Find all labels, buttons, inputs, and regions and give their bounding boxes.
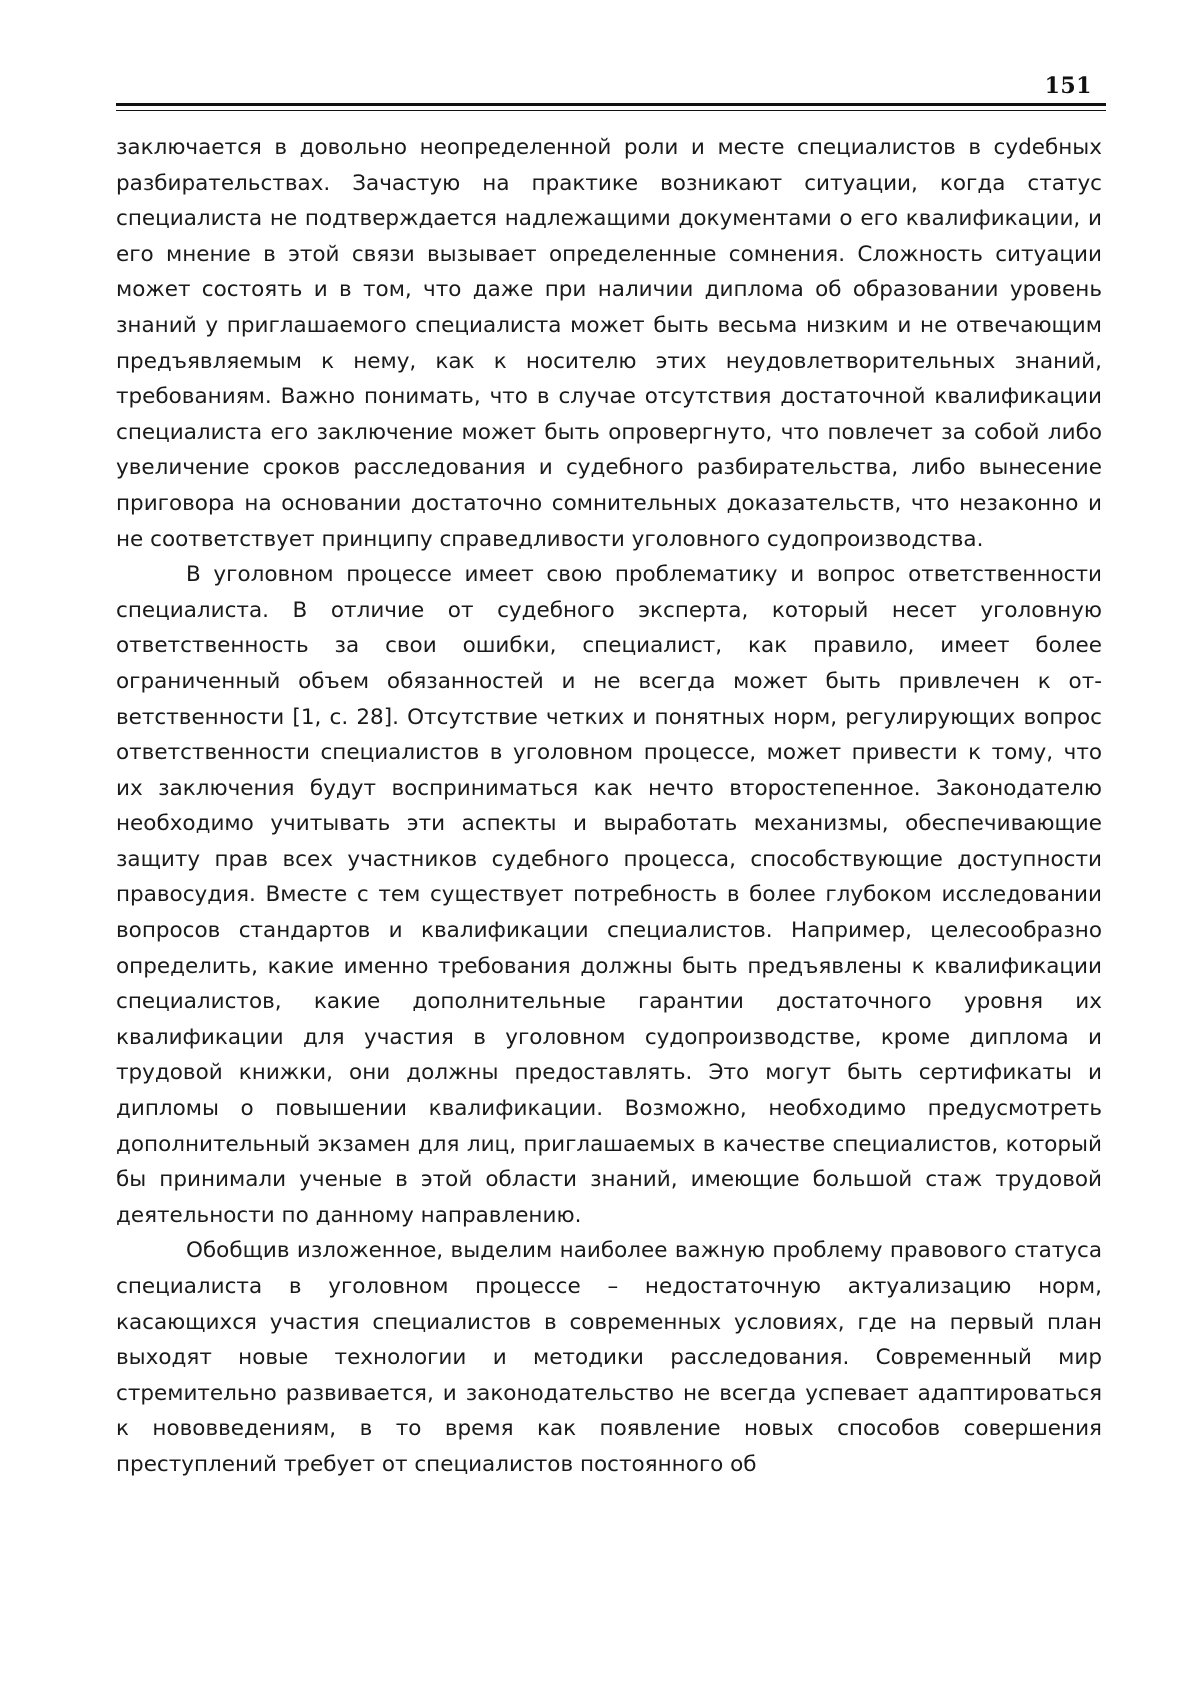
paragraph-summary: Обобщив изложенное, выделим наиболее важную проблему правового статуса специалиста в уголовном процессе – недостаточную актуализацию норм, касающихся участия специалистов в современных условиях, где на первый план выходят новые технологии и методики расследования. Современный мир стремительно развивается, и законодательство не всегда успевает адаптироваться к нововведениям, в то время как появление новых способов совершения преступлений требует от специалистов постоянного об [116,1238,1102,1477]
header-rule [116,103,1106,106]
paragraph-continuation: заключается в довольно неопределенной роли и месте специалистов в суdебных разбирательствах. Зачастую на практике возникают ситуации, когда статус специалиста не подтверждается надлежащими документами о его квалификации, и его мнение в этой связи вызывает определенные сомнения. Сложность ситуации может состоять и в том, что даже при наличии диплома об образовании уровень знаний у приглашаемого специалиста может быть весьма низким и не отвечающим предъявляемым к нему, как к носителю этих неудовлетворительных знаний, требованиям. Важно понимать, что в случае отсутствия достаточной квалификации специалиста его заключение может быть опровергнуто, что повлечет за собой либо увеличение сроков расследования и судебного разбирательства, либо вынесение приговора на основании достаточно сомнительных доказательств, что незаконно и не соответствует принципу справедливости уголовного судопроизводства. [116,135,1102,552]
header-rule-thin [116,110,1106,111]
page-number: 151 [1044,73,1092,99]
paragraph-specialist-responsibility: В уголовном процессе имеет свою проблематику и вопрос ответственности специалиста. В отличие от судебного эксперта, который несет уголовную ответственность за свои ошибки, специалист, как правило, имеет более ограниченный объем обязанностей и не всегда может быть привлечен к ответственности [1, с. 28]. Отсутствие четких и понятных норм, регулирующих вопрос ответственности специалистов в уголовном процессе, может привести к тому, что их заключения будут восприниматься как нечто второстепенное. Законодателю необходимо учитывать эти аспекты и выработать механизмы, обеспечивающие защиту прав всех участников судебного процесса, способствующие доступности правосудия. Вместе с тем существует потребность в более глубоком исследовании вопросов стандартов и квалификации специалистов. Например, целесообразно определить, какие именно требования должны быть предъявлены к квалификации специалистов, какие дополнительные гарантии достаточного уровня их квалификации для участия в уголовном судопроизводстве, кроме диплома и трудовой книжки, они должны предоставлять. Это могут быть сертификаты и дипломы о повышении квалификации. Возможно, необходимо предусмотреть дополнительный экзамен для лиц, приглашаемых в качестве специалистов, который бы принимали ученые в этой области знаний, имеющие большой стаж трудовой деятельности по данному направлению. [116,562,1102,1228]
body-text [116,130,1102,1483]
